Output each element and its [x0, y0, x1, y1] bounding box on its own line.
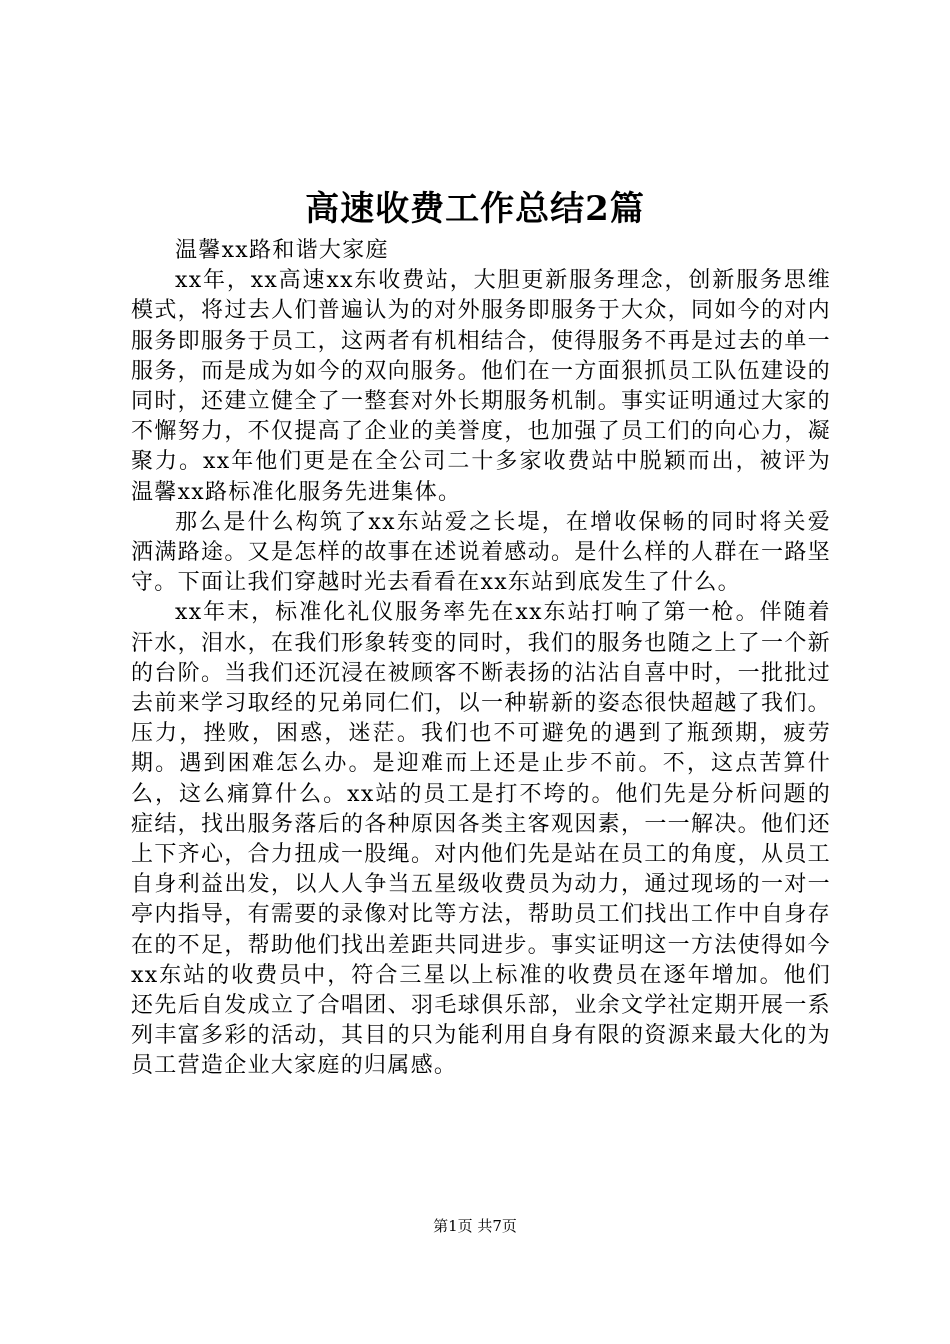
document-title: 高速收费工作总结2篇: [305, 189, 645, 229]
document-subtitle: 温馨xx路和谐大家庭: [175, 238, 389, 263]
paragraph: 那么是什么构筑了xx东站爱之长堤，在增收保畅的同时将关爱洒满路途。又是怎样的故事在述说着感动。是什么样的人群在一路坚守。下面让我们穿越时光去看看在xx东站到底发生了什么。: [131, 509, 831, 596]
document-body: [131, 236, 831, 1082]
paragraph: xx年，xx高速xx东收费站，大胆更新服务理念，创新服务思维模式，将过去人们普遍认为的对外服务即服务于大众，同如今的对内服务即服务于员工，这两者有机相结合，使得服务不再是过去的单一服务，而是成为如今的双向服务。他们在一方面狠抓员工队伍建设的同时，还建立健全了一整套对外长期服务机制。事实证明通过大家的不懈努力，不仅提高了企业的美誉度，也加强了员工们的向心力，凝聚力。xx年他们更是在全公司二十多家收费站中脱颖而出，被评为温馨xx路标准化服务先进集体。: [131, 268, 831, 505]
page-number-footer: 第1页 共7页: [433, 1217, 517, 1235]
paragraph: xx年末，标准化礼仪服务率先在xx东站打响了第一枪。伴随着汗水，泪水，在我们形象转变的同时，我们的服务也随之上了一个新的台阶。当我们还沉浸在被顾客不断表扬的沾沾自喜中时，一批批过去前来学习取经的兄弟同仁们，以一种崭新的姿态很快超越了我们。压力，挫败，困惑，迷茫。我们也不可避免的遇到了瓶颈期，疲劳期。遇到困难怎么办。是迎难而上还是止步不前。不，这点苦算什么，这么痛算什么。xx站的员工是打不垮的。他们先是分析问题的症结，找出服务落后的各种原因各类主客观因素，一一解决。他们还上下齐心，合力扭成一股绳。对内他们先是站在员工的角度，从员工自身利益出发，以人人争当五星级收费员为动力，通过现场的一对一亭内指导，有需要的录像对比等方法，帮助员工们找出工作中自身存在的不足，帮助他们找出差距共同进步。事实证明这一方法使得如今xx东站的收费员中，符合三星以上标准的收费员在逐年增加。他们还先后自发成立了合唱团、羽毛球俱乐部，业余文学社定期开展一系列丰富多彩的活动，其目的只为能利用自身有限的资源来最大化的为员工营造企业大家庭的归属感。: [131, 600, 831, 1079]
